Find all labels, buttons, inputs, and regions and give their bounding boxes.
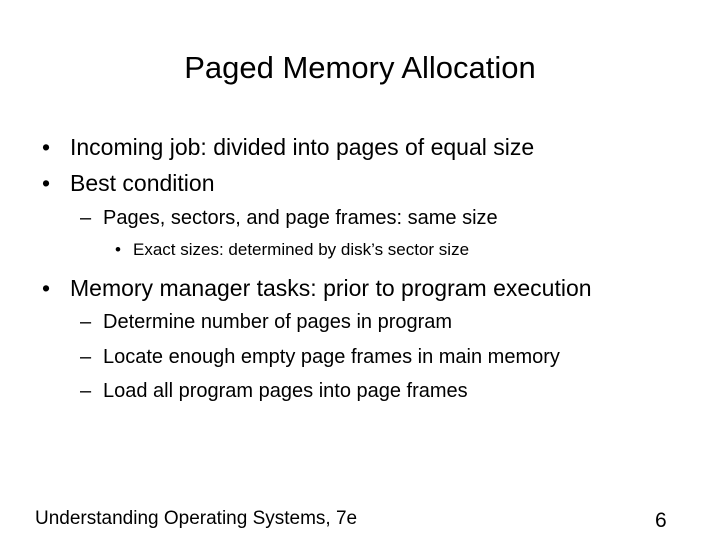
sub-sub-bullet-item <box>115 240 635 260</box>
bullet-text: Best condition <box>70 170 215 196</box>
footer-book-title: Understanding Operating Systems, 7e <box>35 508 358 529</box>
bullet-item <box>42 274 702 302</box>
bullet-item <box>42 133 642 161</box>
sub-bullet-marker: – <box>80 311 92 333</box>
page-number: 6 <box>655 509 667 532</box>
bullet-marker: • <box>42 275 51 301</box>
bullet-marker: • <box>42 170 51 196</box>
sub-bullet-item <box>80 379 680 403</box>
sub-bullet-text: Locate enough empty page frames in main memory <box>103 346 560 368</box>
sub-sub-bullet-text: Exact sizes: determined by disk’s sector size <box>133 240 470 259</box>
sub-bullet-item <box>80 310 680 334</box>
sub-bullet-text: Determine number of pages in program <box>103 311 453 333</box>
sub-bullet-marker: – <box>80 346 92 368</box>
sub-bullet-marker: – <box>80 207 92 229</box>
bullet-marker: • <box>42 134 51 160</box>
sub-bullet-marker: – <box>80 380 92 402</box>
sub-bullet-item <box>80 345 680 369</box>
bullet-item <box>42 169 642 197</box>
sub-bullet-text: Pages, sectors, and page frames: same size <box>103 207 498 229</box>
sub-bullet-item <box>80 206 640 230</box>
bullet-text: Memory manager tasks: prior to program execution <box>70 275 592 301</box>
sub-sub-bullet-marker: • <box>115 240 121 259</box>
bullet-text: Incoming job: divided into pages of equal size <box>70 134 535 160</box>
slide-title: Paged Memory Allocation <box>184 50 536 85</box>
sub-bullet-text: Load all program pages into page frames <box>103 380 468 402</box>
